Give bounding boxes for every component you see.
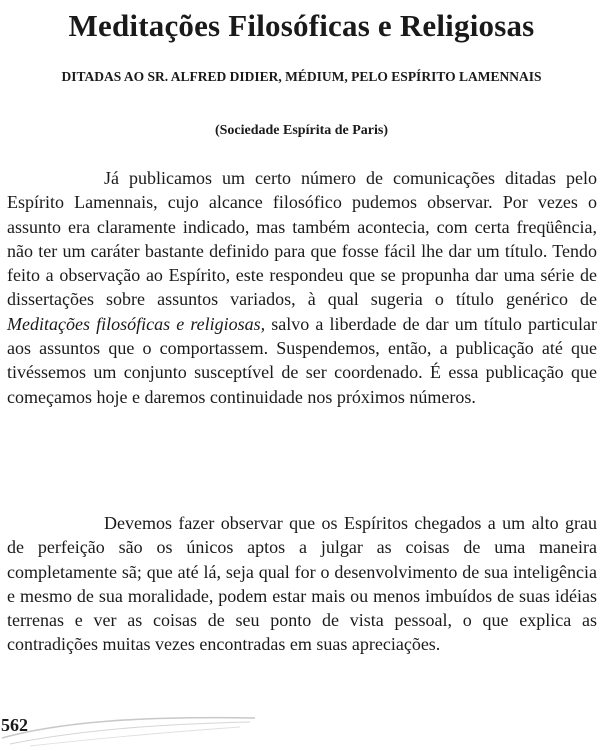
paragraph-1-text-before: Já publicamos um certo número de comunicações ditadas pelo Espírito Lamennais, cujo alcance filosófico pudemos observar. Por vezes o assunto era claramente indicado, mas também acontecia, com certa freqüência, não ter um caráter bastante definido para que fosse fácil lhe dar um título. Tendo feito a observação ao Espírito, este respondeu que se propunha dar uma série de dissertações sobre assuntos variados, à qual sugeria o título genérico de (7, 168, 597, 310)
article-subtitle: DITADAS AO SR. ALFRED DIDIER, MÉDIUM, PELO ESPÍRITO LAMENNAIS (61, 69, 542, 84)
society-attribution: (Sociedade Espírita de Paris) (214, 123, 389, 138)
page-flourish-ornament (0, 708, 260, 748)
paragraph-1-text-after: salvo a liberdade de dar um título particular aos assuntos que o comportassem. Suspendemos, então, a publicação até que tivéssemos um conjunto susceptível de ser coordenado. É essa publicação que começamos hoje e daremos continuidade nos próximos números. (7, 313, 597, 407)
article-title: Meditações Filosóficas e Religiosas (68, 8, 535, 43)
paragraph-1 (7, 166, 597, 409)
paragraph-1-italic-title: Meditações filosóficas e religiosas, (7, 313, 266, 334)
page-number: 562 (1, 715, 28, 735)
paragraph-2 (7, 511, 597, 657)
paragraph-2-text: Devemos fazer observar que os Espíritos chegados a um alto grau de perfeição são os únicos aptos a julgar as coisas de uma maneira completamente sã; que até lá, seja qual for o desenvolvimento de sua inteligência e mesmo de sua moralidade, podem estar mais ou menos imbuídos de suas idéias terrenas e ver as coisas de seu ponto de vista pessoal, o que explica as contradições muitas vezes encontradas em suas apreciações. (7, 513, 597, 655)
